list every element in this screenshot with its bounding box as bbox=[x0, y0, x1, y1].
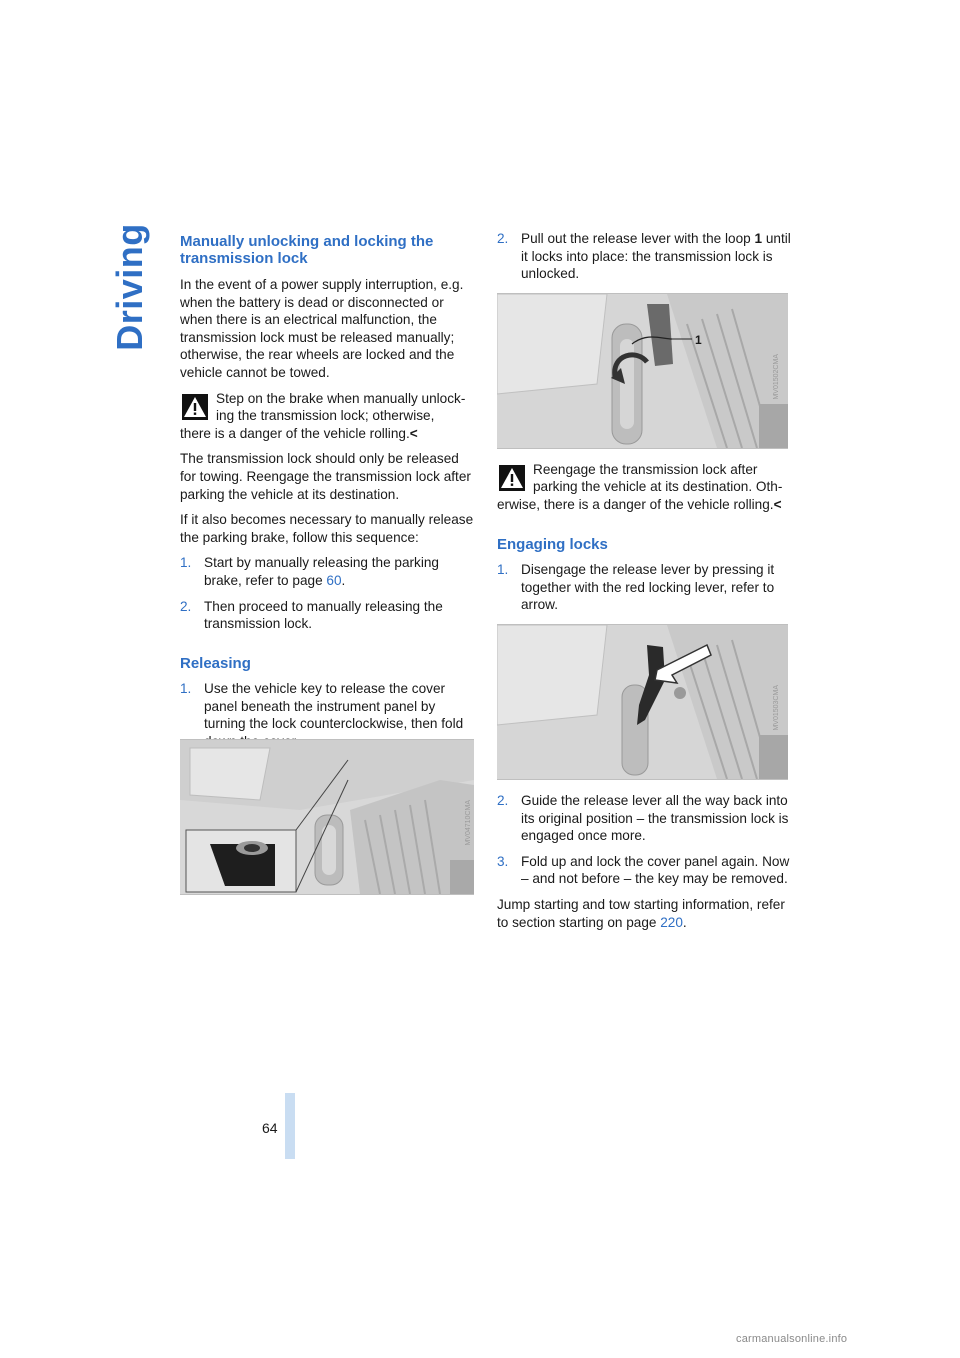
list-number: 2. bbox=[497, 231, 509, 246]
list-item bbox=[497, 230, 792, 283]
list-item bbox=[497, 792, 792, 845]
reengage-warning bbox=[497, 461, 792, 514]
page-link-220[interactable]: 220 bbox=[660, 914, 683, 930]
list-text: Pull out the release lever with the loop bbox=[521, 231, 755, 246]
heading-engaging-locks: Engaging locks bbox=[497, 535, 608, 553]
page-number: 64 bbox=[262, 1120, 278, 1136]
warning-icon bbox=[182, 394, 208, 420]
end-mark: < bbox=[773, 496, 782, 512]
list-text: Start by manually releasing the parking brake, refer to page bbox=[204, 555, 439, 588]
warning-text-line2: parking the vehicle at its destination. Oth- bbox=[533, 479, 783, 495]
figure-code: MV01502CMA bbox=[773, 353, 781, 400]
intro-paragraph: In the event of a power supply interruption, e.g. when the battery is dead or disconnected or when there is an electrical malfunction, the transmission lock must be released manually; otherwise, the rear wheels are locked and the vehicle cannot be towed. bbox=[180, 277, 464, 380]
list-text-end: . bbox=[341, 572, 346, 588]
figure-code: MV04710CMA bbox=[465, 800, 472, 846]
brake-warning bbox=[180, 390, 475, 443]
list-number: 2. bbox=[497, 792, 509, 808]
warning-text-rest: erwise, there is a danger of the vehicle rolling. bbox=[497, 496, 774, 512]
right-column bbox=[497, 230, 792, 939]
heading-manual-unlock: Manually unlocking and locking the transmission lock bbox=[180, 233, 434, 267]
page-number-bar bbox=[285, 1093, 295, 1159]
list-number: 1. bbox=[180, 681, 192, 697]
warning-text-line1: Reengage the transmission lock after bbox=[533, 461, 758, 477]
figure-code: MV01503CMA bbox=[773, 684, 781, 731]
heading-releasing: Releasing bbox=[180, 654, 251, 672]
closing-end: . bbox=[682, 914, 687, 930]
closing-text: Jump starting and tow starting information, refer to section starting on page bbox=[497, 896, 785, 930]
list-text: Use the vehicle key to release the cover panel beneath the instrument panel by turning the lock counterclockwise, then fold bbox=[204, 681, 464, 732]
list-text: Fold up and lock the cover panel again. Now – and not before – the key may be removed. bbox=[521, 853, 790, 887]
towing-paragraph: The transmission lock should only be released for towing. Reengage the transmission lock after parking the vehicle at its destination. bbox=[180, 451, 471, 502]
list-number: 1. bbox=[497, 562, 509, 578]
sequence-intro: If it also becomes necessary to manually release the parking brake, follow this sequence: bbox=[180, 512, 474, 545]
list-text-end: until it locks into place: the transmission lock is unlocked. bbox=[521, 231, 791, 282]
list-item bbox=[497, 561, 792, 614]
warning-text-rest: there is a danger of the vehicle rolling. bbox=[180, 425, 410, 441]
list-number: 2. bbox=[180, 598, 192, 614]
list-text: Disengage the release lever by pressing it together with the red locking lever, refer to arrow. bbox=[521, 562, 775, 613]
footer-watermark: carmanualsonline.info bbox=[736, 1333, 848, 1345]
warning-text-line2: ing the transmission lock; otherwise, bbox=[216, 408, 435, 424]
cover-panel-figure bbox=[180, 739, 474, 895]
warning-text-line1: Step on the brake when manually unlock- bbox=[216, 390, 466, 406]
locking-lever-figure bbox=[497, 624, 788, 780]
end-mark: < bbox=[409, 425, 418, 441]
figure-callout-1: 1 bbox=[695, 332, 702, 347]
section-side-title bbox=[108, 223, 152, 351]
list-item bbox=[497, 853, 792, 888]
section-title-text: Driving bbox=[109, 223, 150, 351]
list-number: 3. bbox=[497, 853, 509, 869]
warning-icon bbox=[499, 465, 525, 491]
list-item bbox=[180, 598, 475, 633]
list-number: 1. bbox=[180, 555, 192, 571]
release-lever-figure bbox=[497, 293, 788, 449]
left-column bbox=[180, 230, 475, 759]
loop-label: 1 bbox=[754, 231, 763, 246]
closing-paragraph bbox=[497, 896, 792, 931]
list-text: Guide the release lever all the way back into its original position – the transmission lock is engaged once more. bbox=[521, 792, 789, 844]
page-link-60[interactable]: 60 bbox=[326, 572, 342, 588]
list-item bbox=[180, 554, 475, 589]
list-text: Then proceed to manually releasing the transmission lock. bbox=[204, 598, 443, 632]
